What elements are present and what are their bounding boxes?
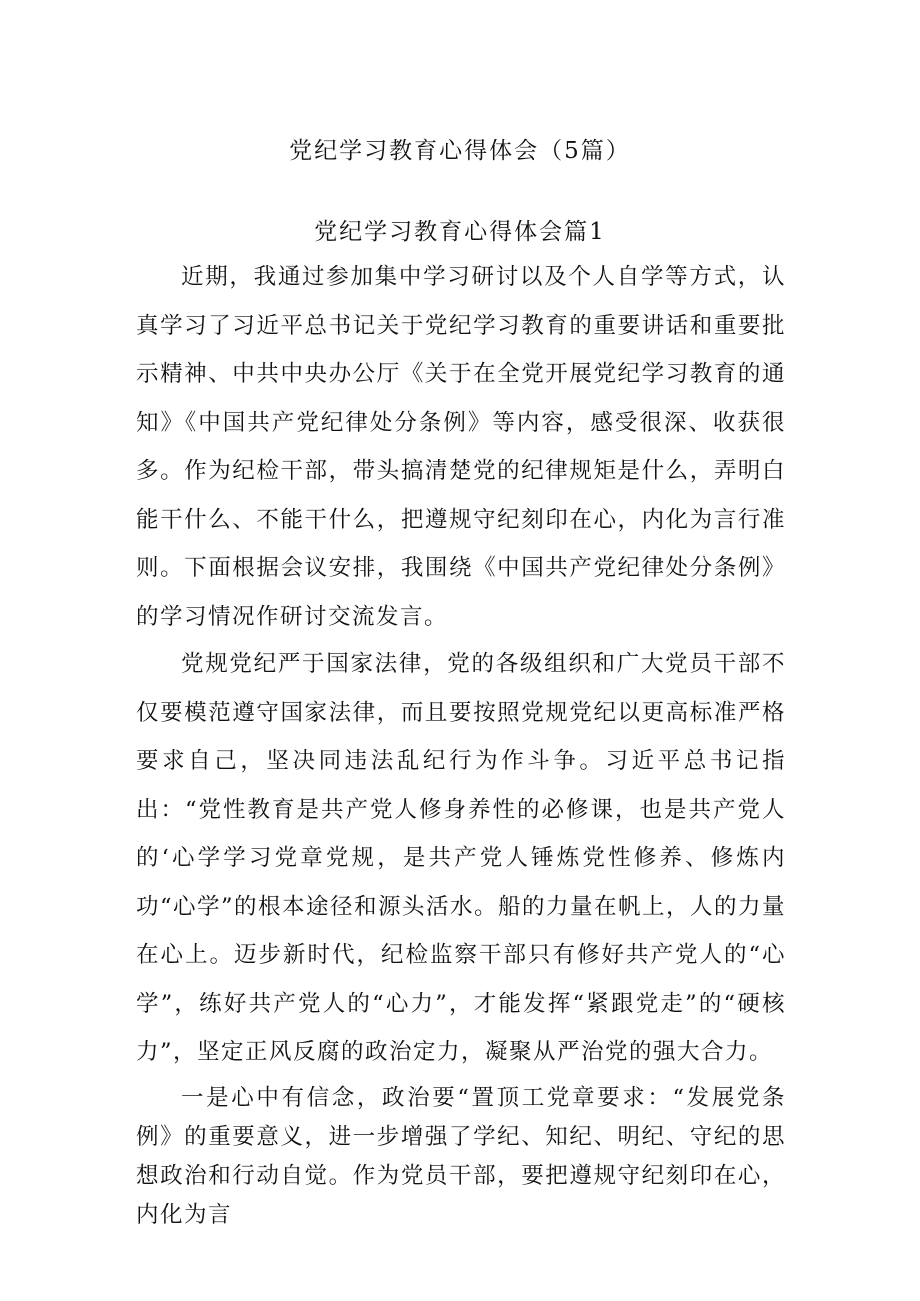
paragraph-3: 一是心中有信念，政治要“置顶工党章要求：“发展党条例》的重要意义，进一步增强了学纪、知纪、明纪、守纪的思想政治和行动自觉。作为党员干部，要把遵规守纪刻印在心，内化为言 xyxy=(136,1085,786,1228)
paragraph-2: 党规党纪严于国家法律，党的各级组织和广大党员干部不仅要模范遵守国家法律，而且要按照党规党纪以更高标准严格要求自己，坚决同违法乱纪行为作斗争。习近平总书记指出：“党性教育是共产党人修身养性的必修课，也是共产党人的‘心学学习党章党规，是共产党人锤炼党性修养、修炼内功“心学”的根本途径和源头活水。船的力量在帆上，人的力量在心上。迈步新时代，纪检监察干部只有修好共产党人的“心学”，练好共产党人的“心力”，才能发挥“紧跟党走”的“硬核力”，坚定正风反腐的政治定力，凝聚从严治党的强大合力。 xyxy=(136,651,787,1065)
section-title: 党纪学习教育心得体会篇1 xyxy=(314,219,606,245)
paragraph-1: 近期，我通过参加集中学习研讨以及个人自学等方式，认真学习了习近平总书记关于党纪学习教育的重要讲话和重要批示精神、中共中央办公厅《关于在全党开展党纪学习教育的通知》《中国共产党纪律处分条例》等内容，感受很深、收获很多。作为纪检干部，带头搞清楚党的纪律规矩是什么，弄明白能干什么、不能干什么，把遵规守纪刻印在心，内化为言行准则。下面根据会议安排，我围绕《中国共产党纪律处分条例》的学习情况作研讨交流发言。 xyxy=(136,264,786,630)
document-title: 党纪学习教育心得体会（5篇） xyxy=(289,138,631,164)
